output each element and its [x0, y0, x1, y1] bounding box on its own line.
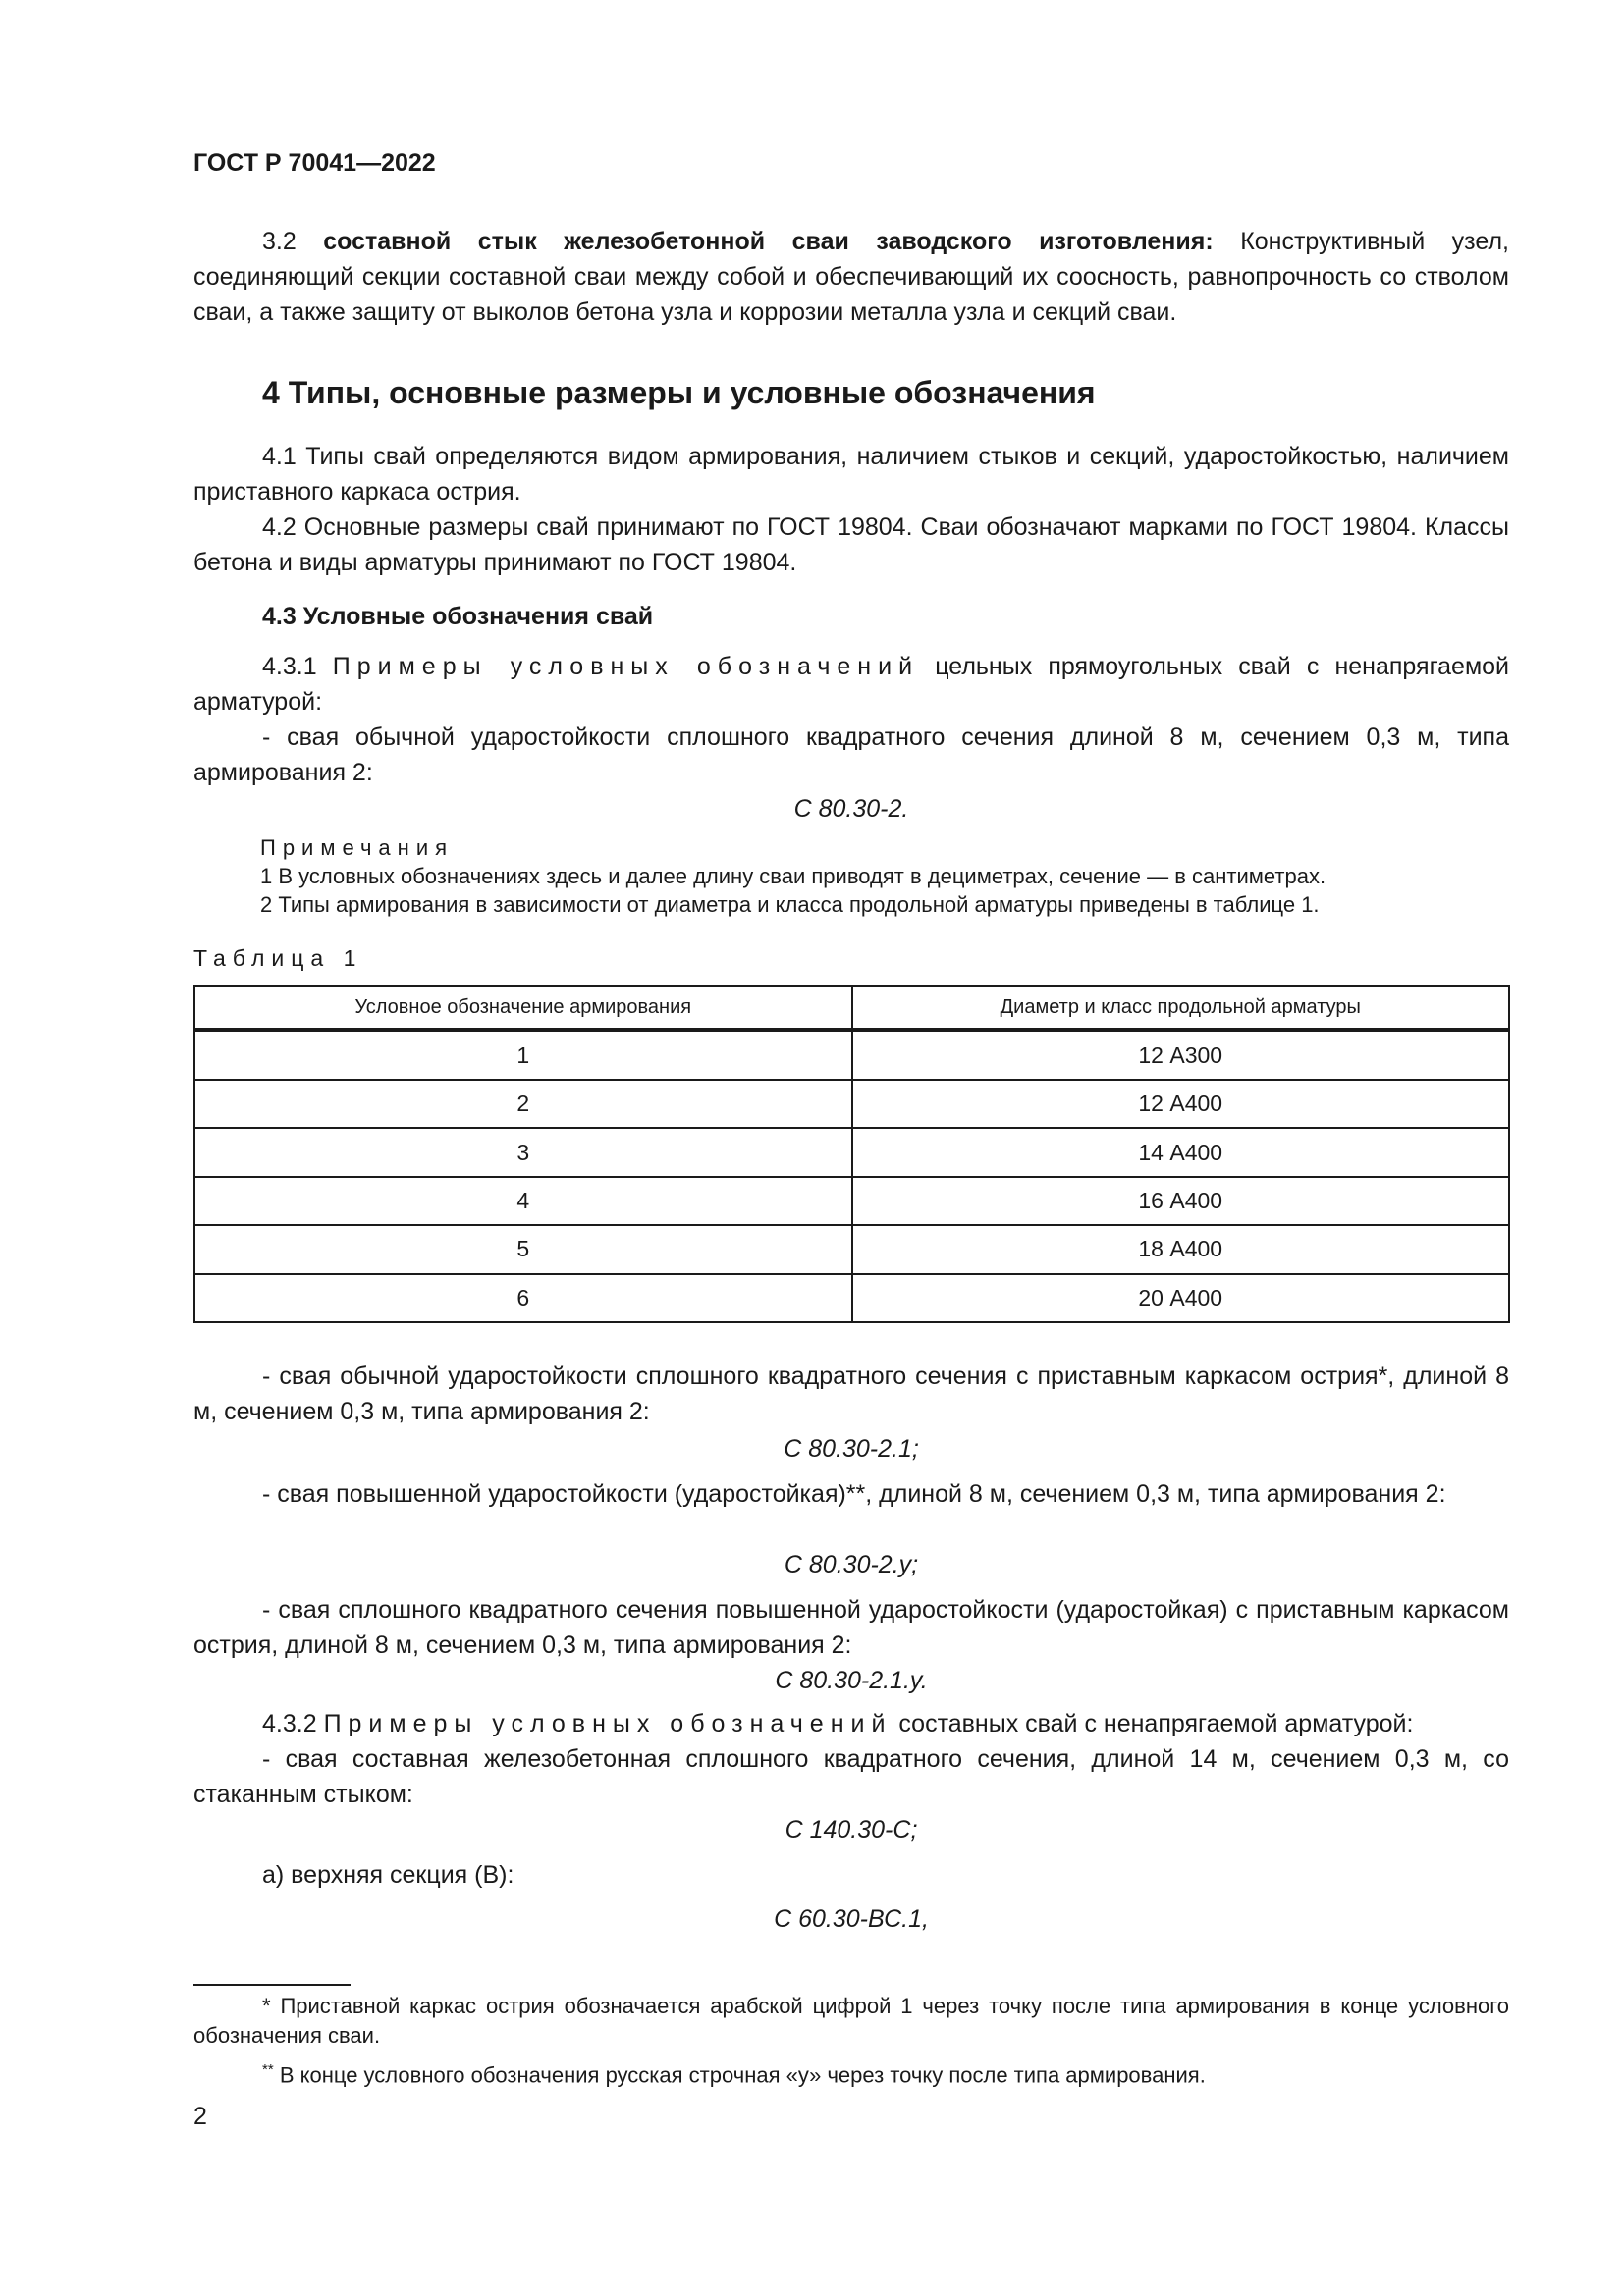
list-item: а) верхняя секция (В):	[262, 1861, 514, 1889]
table-caption: Таблица 1	[193, 945, 363, 971]
formula: С 80.30-2.у;	[784, 1551, 919, 1578]
col-header: Условное обозначение армирования	[194, 986, 852, 1030]
table-cell: 18 А400	[852, 1225, 1510, 1273]
footnote-text: В конце условного обозначения русская строчная «у» через точку после типа армирования.	[279, 2062, 1206, 2088]
table-row	[194, 1128, 1509, 1176]
table-cell: 2	[194, 1080, 852, 1128]
formula: С 140.30-С;	[785, 1816, 918, 1843]
spaced-phrase: Примеры условных обозначений	[332, 653, 920, 680]
list-item: - свая повышенной ударостойкости (ударостойкая)**, длиной 8 м, сечением 0,3 м, типа армирования 2:	[262, 1480, 1446, 1508]
spaced-phrase: Примеры условных обозначений	[323, 1710, 893, 1737]
para-number: 4.3.2	[262, 1710, 317, 1737]
formula: С 80.30-2.	[793, 795, 909, 823]
table-cell: 6	[194, 1274, 852, 1322]
paragraph-4-2: 4.2 Основные размеры свай принимают по ГОСТ 19804. Сваи обозначают марками по ГОСТ 19804. Классы бетона и виды арматуры принимают по ГОСТ 19804.	[193, 513, 1509, 576]
col-header: Диаметр и класс продольной арматуры	[852, 986, 1510, 1030]
para-rest: цельных прямоугольных свай с ненапрягаемой арматурой:	[193, 653, 1510, 716]
note-1: 1 В условных обозначениях здесь и далее длину сваи приводят в дециметрах, сечение — в сантиметрах.	[260, 864, 1326, 888]
footnote-1: * Приставной каркас острия обозначается арабской цифрой 1 через точку после типа армирования в конце условного обозначения сваи.	[193, 1994, 1509, 2048]
term: составной стык железобетонной сваи заводского изготовления:	[323, 228, 1214, 255]
footnote-divider	[193, 1984, 351, 1986]
page-number: 2	[193, 2103, 207, 2130]
list-item: - свая обычной ударостойкости сплошного квадратного сечения длиной 8 м, сечением 0,3 м, типа армирования 2:	[193, 723, 1509, 786]
table-cell: 12 А300	[852, 1030, 1510, 1080]
table-cell: 1	[194, 1030, 852, 1080]
table-cell: 5	[194, 1225, 852, 1273]
para-rest: составных свай с ненапрягаемой арматурой:	[898, 1710, 1414, 1737]
table-row	[194, 1080, 1509, 1128]
footnote-mark: **	[262, 2061, 274, 2078]
formula: С 60.30-ВС.1,	[774, 1905, 929, 1933]
section-title: 4 Типы, основные размеры и условные обозначения	[262, 375, 1096, 410]
table-row	[194, 1274, 1509, 1322]
notes-label: Примечания	[260, 835, 455, 860]
paragraph-4-1: 4.1 Типы свай определяются видом армирования, наличием стыков и секций, ударостойкостью, наличием приставного каркаса острия.	[193, 443, 1509, 506]
formula: С 80.30-2.1.у.	[775, 1667, 928, 1694]
definition: Конструктивный узел, соединяющий секции составной сваи между собой и обеспечивающий их соосность, равнопрочность со стволом сваи, а также защиту от выколов бетона узла и коррозии металла узла и секций сваи.	[193, 228, 1509, 326]
table-row	[194, 1030, 1509, 1080]
table-cell: 14 А400	[852, 1128, 1510, 1176]
heading-4-3: 4.3 Условные обозначения свай	[262, 603, 654, 630]
table-row	[194, 1177, 1509, 1225]
table-row	[194, 1225, 1509, 1273]
table-cell: 4	[194, 1177, 852, 1225]
paragraph-3-2	[193, 224, 1509, 330]
table-1	[193, 985, 1510, 1323]
para-number: 3.2	[262, 228, 297, 255]
para-number: 4.3.1	[262, 653, 317, 680]
formula: С 80.30-2.1;	[784, 1435, 919, 1463]
footnote-2	[193, 2056, 1509, 2090]
table-cell: 20 А400	[852, 1274, 1510, 1322]
document-header: ГОСТ Р 70041—2022	[193, 149, 436, 177]
paragraph-4-3-1	[193, 649, 1509, 720]
list-item: - свая обычной ударостойкости сплошного квадратного сечения с приставным каркасом острия*, длиной 8 м, сечением 0,3 м, типа армирования 2:	[193, 1362, 1509, 1425]
table-cell: 16 А400	[852, 1177, 1510, 1225]
table-header-row	[194, 986, 1509, 1030]
paragraph-4-3-2	[193, 1706, 1509, 1741]
list-item: - свая сплошного квадратного сечения повышенной ударостойкости (ударостойкая) с приставным каркасом острия, длиной 8 м, сечением 0,3 м, типа армирования 2:	[193, 1596, 1509, 1659]
table-cell: 3	[194, 1128, 852, 1176]
note-2: 2 Типы армирования в зависимости от диаметра и класса продольной арматуры приведены в таблице 1.	[260, 892, 1320, 917]
table-cell: 12 А400	[852, 1080, 1510, 1128]
list-item: - свая составная железобетонная сплошного квадратного сечения, длиной 14 м, сечением 0,3 м, со стаканным стыком:	[193, 1745, 1509, 1808]
